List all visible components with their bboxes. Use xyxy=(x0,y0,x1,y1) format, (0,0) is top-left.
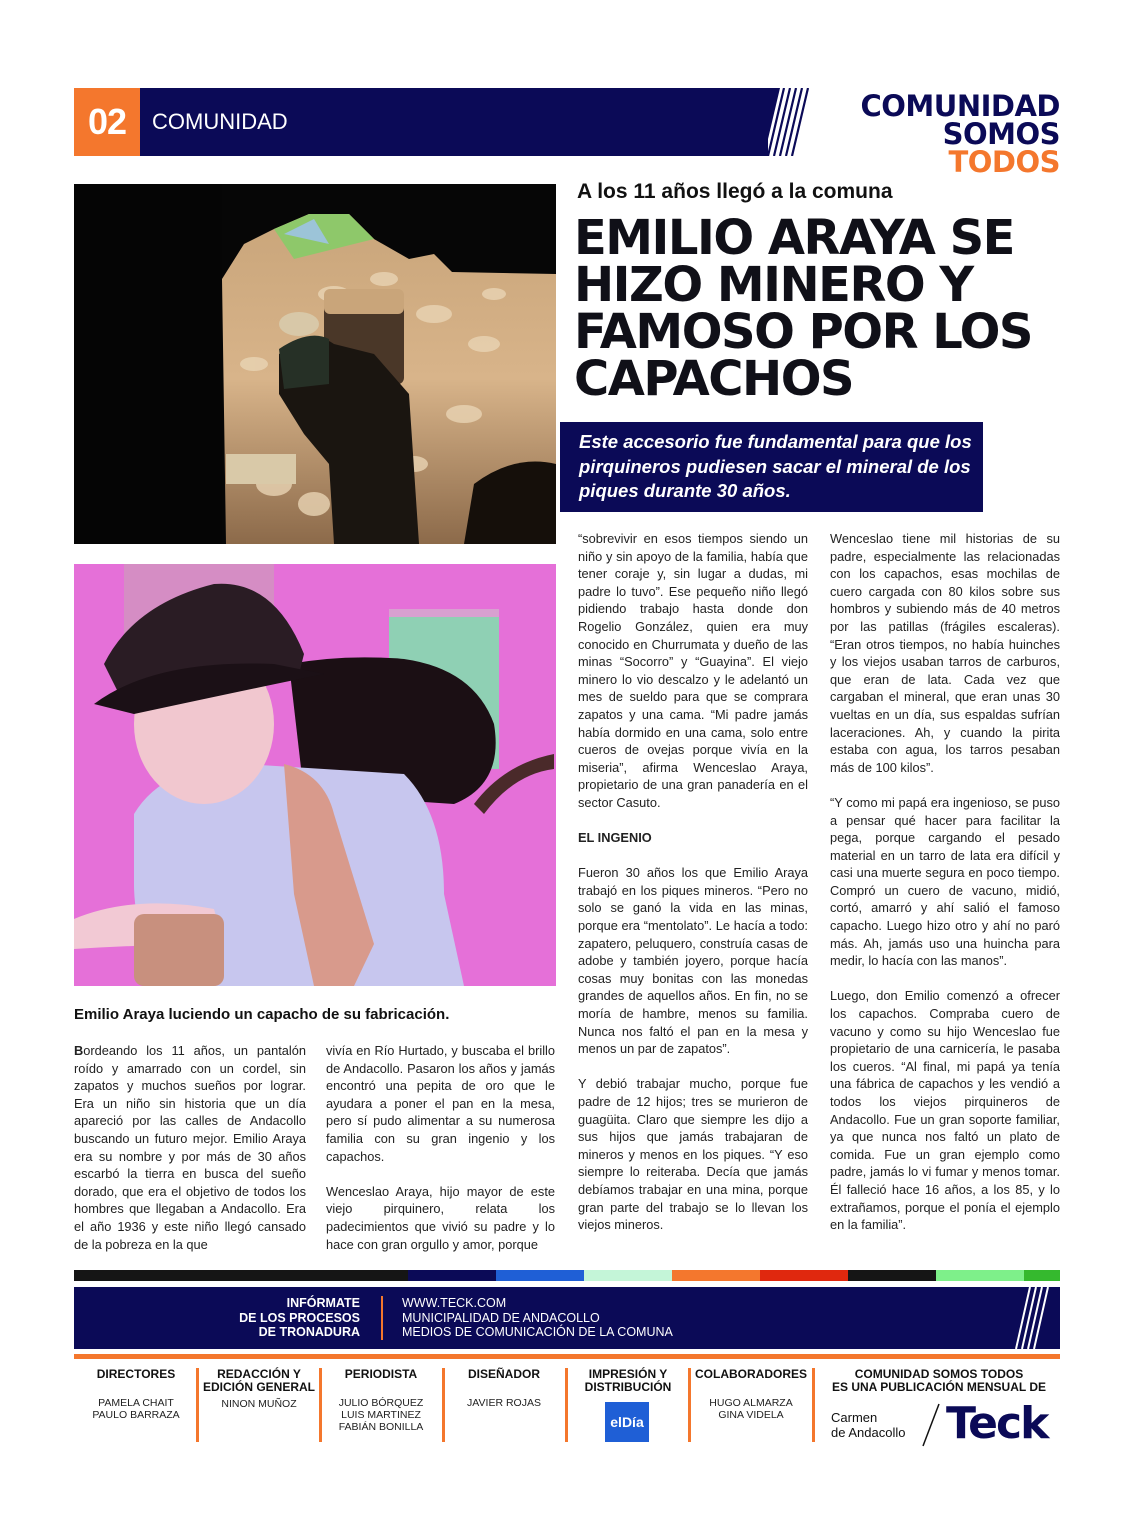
strip-segment xyxy=(1024,1270,1060,1281)
credit-title xyxy=(200,1368,318,1394)
drop-cap: B xyxy=(74,1043,84,1058)
brand-line-2b: TODOS xyxy=(948,145,1060,179)
credit-title: DISEÑADOR xyxy=(467,1367,540,1381)
credit-name: LUIS MARTINEZ xyxy=(341,1409,421,1421)
strip-segment xyxy=(584,1270,672,1281)
color-strip xyxy=(74,1270,1060,1281)
credit-name: PAULO BARRAZA xyxy=(92,1409,180,1421)
paragraph: “Y como mi papá era ingenioso, se puso a pensar qué hacer para facilitar la pega, porque cargando el pesado material en un tarro de lata era difícil y casi una muerte segura en poco tiempo. Compró un cuero de vacuno, midió, cortó, amarró y ahí salió el famoso capacho. Luego hizo otro y ahí no paró más. Ah, jamás uso una huincha para medir, lo hacía con las manos”. xyxy=(830,794,1060,969)
credit-divider xyxy=(442,1368,445,1442)
carmen-de-andacollo-logo xyxy=(831,1410,905,1440)
credit-title-line: ES UNA PUBLICACIÓN MENSUAL DE xyxy=(831,1380,1046,1394)
body-column-4 xyxy=(830,530,1060,1251)
credit-name: JULIO BÓRQUEZ xyxy=(338,1397,424,1409)
credit-title-line: EDICIÓN GENERAL xyxy=(202,1380,315,1394)
strip-segment xyxy=(848,1270,936,1281)
article-headline: EMILIO ARAYA SE HIZO MINERO Y FAMOSO POR LOS CAPACHOS xyxy=(574,210,1032,407)
section-title: COMUNIDAD xyxy=(152,109,288,134)
portrait-illustration xyxy=(74,564,556,986)
article-deck: Este accesorio fue fundamental para que los pirquineros pudiesen sacar el mineral de los piques durante 30 años. xyxy=(579,431,972,501)
stripes-decoration-icon xyxy=(750,88,810,156)
credit-divider xyxy=(812,1368,815,1442)
credit-title: DIRECTORES xyxy=(96,1367,176,1381)
credit-name: GINA VIDELA xyxy=(718,1409,784,1421)
paragraph: Y debió trabajar mucho, porque fue padre de 12 hijos; tres se murieron de guagüita. Claro que siempre les dijo a sus hijos que jamás trabajaran de mineros y menos en los piques. “Y eso siempre lo reiteraba. Decía que jamás debíamos trabajar en una mina, porque gran parte del trabajo se lo llevan los viejos mineros. xyxy=(578,1076,808,1233)
credit-divider xyxy=(565,1368,568,1442)
body-column-2 xyxy=(326,1042,555,1271)
mine-photo-illustration xyxy=(74,184,556,544)
paragraph: Wenceslao tiene mil historias de su padre, especialmente las relacionadas con los capachos, esas mochilas de cuero cargada con 80 kilos sobre sus hombros y subiendo más de 40 metros por las patillas (frágiles escaleras). “Eran otros tiempos, no había huinches y los viejos usaban tarros de carburos, que eran de lata. Cada vez que cargaban el mineral, que eran unas 30 vueltas en un día, sus espaldas sufrían laceraciones. Ah, y cuando la pirita estaba con agua, los tarros pesaban más de 100 kilos”. xyxy=(830,531,1060,775)
paragraph: Fueron 30 años los que Emilio Araya trabajó en los piques mineros. “Pero no solo se ganó la vida en las minas, porque era “mentolato”. Le hacía a todo: zapatero, peluquero, construía casas de adobe y también joyero, porque hacía cosas muy bonitas con las monedas grandes de aquellos años. En fin, no se moría de hambre, menos su familia. Nunca nos faltó el pan en la mesa y menos un par de zapatos”. xyxy=(578,865,808,1057)
credit-title-line: DISTRIBUCIÓN xyxy=(584,1380,672,1394)
banner-heading xyxy=(180,1296,360,1340)
credit-impresion xyxy=(570,1368,686,1398)
credit-directores xyxy=(82,1368,190,1421)
credit-name: NINON MUÑOZ xyxy=(221,1398,297,1410)
credit-divider xyxy=(196,1368,199,1442)
credit-title: PERIODISTA xyxy=(344,1367,418,1381)
strip-segment xyxy=(760,1270,848,1281)
paragraph: Wenceslao Araya, hijo mayor de este viejo pirquinero, relata los padecimientos que vivió su padre y lo hace con gran orgullo y amor, porque xyxy=(326,1183,555,1252)
credit-title: COLABORADORES xyxy=(694,1367,807,1381)
body-column-1 xyxy=(74,1042,306,1271)
banner-heading-line: INFÓRMATE xyxy=(286,1296,360,1310)
credit-name: JAVIER ROJAS xyxy=(467,1397,541,1409)
strip-segment xyxy=(672,1270,760,1281)
brand-line-2a: SOMOS xyxy=(942,117,1060,151)
strip-segment xyxy=(936,1270,1024,1281)
body-column-3 xyxy=(578,530,808,1251)
mine-photo xyxy=(74,184,556,544)
credit-title-line: REDACCIÓN Y xyxy=(217,1367,301,1381)
emilio-araya-photo xyxy=(74,564,556,986)
paragraph-text: ordeando los 11 años, un pantalón roído y amarrado con un cordel, sin zapatos y muchos sueños por lograr. Era un niño sin historia que un día apareció por las calles de Andacollo buscando un futuro mejor. Emilio Araya era su nombre y por más de 30 años escarbó la tierra en busca del sueño dorado, que era el objetivo de todos los hombres que llegaban a Andacollo. Era el año 1936 y este niño llegó cansado de la pobreza en la que xyxy=(74,1043,306,1252)
banner-source: MEDIOS DE COMUNICACIÓN DE LA COMUNA xyxy=(402,1325,673,1339)
credit-title xyxy=(820,1368,1058,1394)
paragraph: Luego, don Emilio comenzó a ofrecer los capachos. Compraba cuero de vacuno y como su hijo Wenceslao fue propietario de una carnicería, le pasaba los cueros. “Al final, mi papá ya tenía una fábrica de capachos y les vendió a todos los viejos pirquineros de Andacollo. Fue un gran soporte familiar, ya que nunca nos faltó un plato de comida. Fue un gran ejemplo como padre, jamás lo vi fumar y menos tomar. Él falleció hace 16 años, a los 85, y lo extrañamos, porque el ponía el ejemplo en la familia”. xyxy=(830,988,1060,1233)
strip-segment xyxy=(408,1270,496,1281)
credit-divider xyxy=(319,1368,322,1442)
logo-text: Carmen xyxy=(831,1410,878,1425)
credit-title xyxy=(570,1368,686,1394)
credit-divider xyxy=(688,1368,691,1442)
banner-links xyxy=(402,1296,673,1340)
banner-stripes-icon xyxy=(1000,1287,1060,1349)
banner-divider xyxy=(381,1296,383,1340)
credit-name: HUGO ALMARZA xyxy=(709,1397,793,1409)
banner-heading-line: DE LOS PROCESOS xyxy=(239,1310,360,1325)
teck-website-link[interactable]: WWW.TECK.COM xyxy=(402,1296,507,1310)
article-kicker: A los 11 años llegó a la comuna xyxy=(577,180,893,203)
credit-name: FABIÁN BONILLA xyxy=(338,1421,424,1433)
subheading: EL INGENIO xyxy=(578,830,652,846)
credit-periodista xyxy=(325,1368,437,1433)
paragraph: vivía en Río Hurtado, y buscaba el brillo de Andacollo. Pasaron los años y jamás encontró una pepita de oro que le ayudara a poner el pan en la mesa, pero sí pudo alimentar a su numerosa familia con su gran ingenio y los capachos. xyxy=(326,1043,555,1164)
logo-text: de Andacollo xyxy=(831,1425,906,1440)
credit-publicacion xyxy=(820,1368,1058,1398)
credit-redaccion xyxy=(200,1368,318,1410)
credit-title-line: IMPRESIÓN Y xyxy=(588,1367,668,1381)
strip-segment xyxy=(74,1270,408,1281)
photo-caption: Emilio Araya luciendo un capacho de su fabricación. xyxy=(74,1006,450,1023)
paragraph: “sobrevivir en esos tiempos siendo un niño y sin apoyo de la familia, había que tener coraje y, sin lugar a dudas, mi padre lo tuvo”. Ese pequeño niño llegó pidiendo trabajo hasta donde don Rogelio González, quien era muy conocido en Churrumata y dueño de las minas “Socorro” y “Guayina”. El viejo minero lo vio descalzo y le adelantó un mes de sueldo para que se comprara zapatos y una cama. “Mi padre jamás había dormido en una cama, solo entre cueros de ovejas porque vivía en la miseria”, afirma Wenceslao Araya, propietario de una gran panadería en el sector Casuto. xyxy=(578,531,808,810)
paragraph xyxy=(74,1042,306,1253)
brand-logo xyxy=(828,89,1060,179)
page-number: 02 xyxy=(74,88,140,156)
credit-disenador xyxy=(448,1368,560,1409)
credit-name: PAMELA CHAIT xyxy=(98,1397,174,1409)
teck-logo: Teck xyxy=(946,1398,1048,1449)
credit-colaboradores xyxy=(692,1368,810,1421)
banner-source: MUNICIPALIDAD DE ANDACOLLO xyxy=(402,1310,600,1325)
orange-rule xyxy=(74,1354,1060,1359)
strip-segment xyxy=(496,1270,584,1281)
banner-heading-line: DE TRONADURA xyxy=(258,1325,360,1339)
brand-line-1: COMUNIDAD xyxy=(860,89,1060,123)
eldia-logo: elDía xyxy=(605,1402,649,1442)
slash-divider-icon xyxy=(915,1402,945,1448)
credit-title-line: COMUNIDAD SOMOS TODOS xyxy=(854,1367,1024,1381)
